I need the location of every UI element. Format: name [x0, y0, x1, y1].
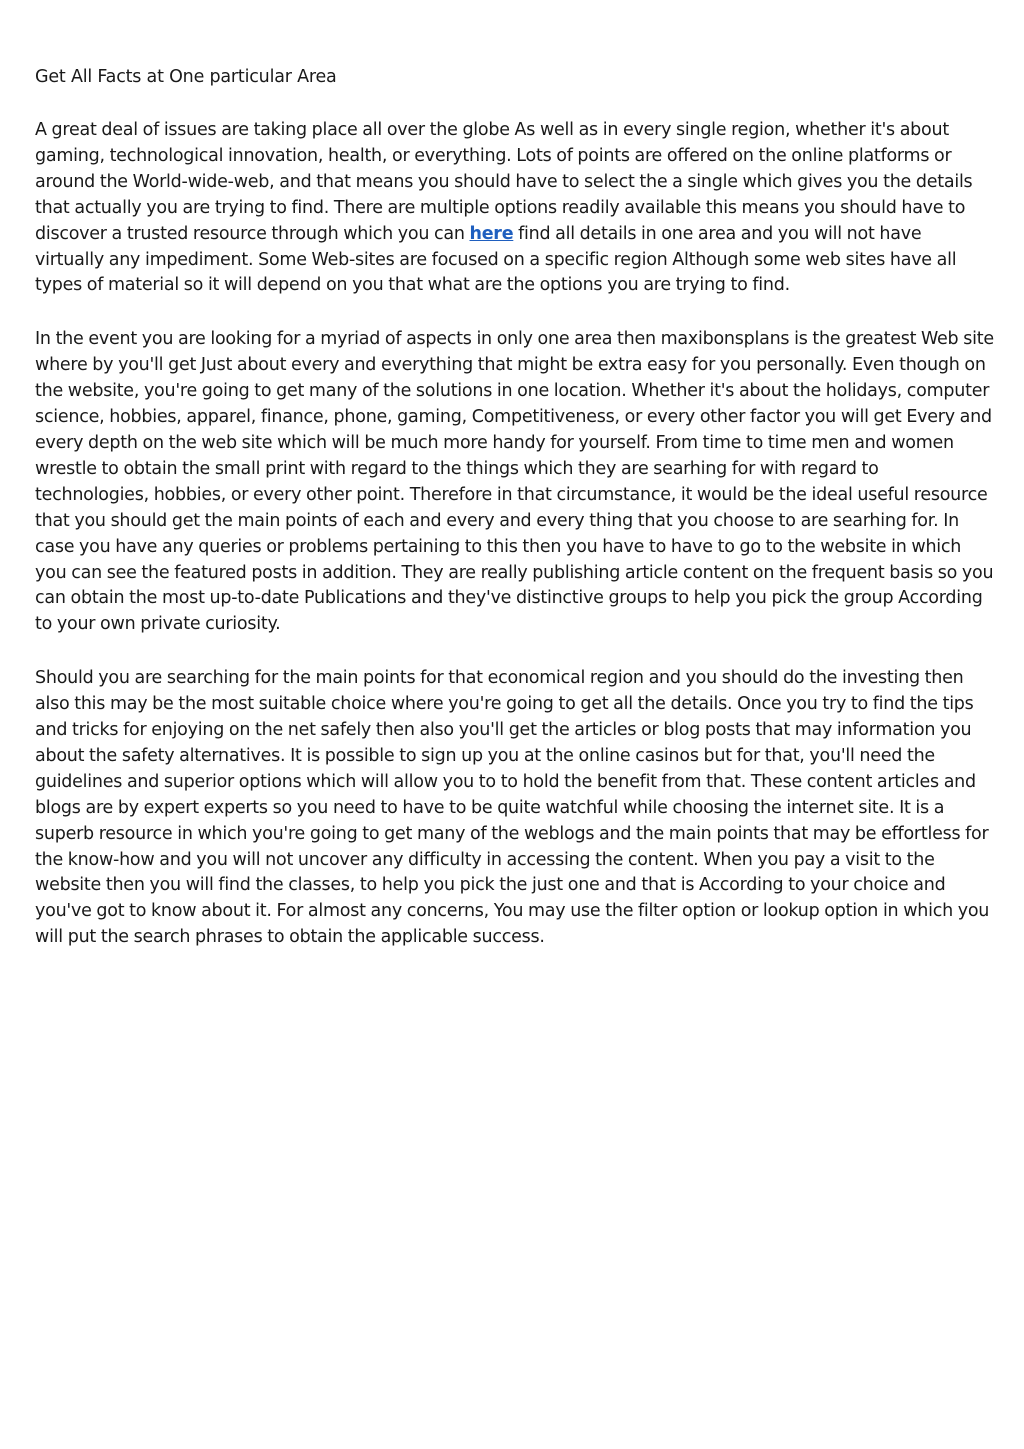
here-link[interactable]: here: [469, 223, 514, 244]
paragraph-2: In the event you are looking for a myriad of aspects in only one area then maxibonsplans is the greatest Web site where by you'll get Just about every and everything that might be extra easy for you personally. Even though on the website, you're going to get many of the solutions in one location. Whether it's about the holidays, computer science, hobbies, apparel, finance, phone, gaming, Competitiveness, or every other factor you will get Every and every depth on the web site which will be much more handy for yourself. From time to time men and women wrestle to obtain the small print with regard to the things which they are searhing for with regard to technologies, hobbies, or every other point. Therefore in that circumstance, it would be the ideal useful resource that you should get the main points of each and every and every thing that you choose to are searhing for. In case you have any queries or problems pertaining to this then you have to have to go to the website in which you can see the featured posts in addition. They are really publishing article content on the frequent basis so you can obtain the most up-to-date Publications and they've distinctive groups to help you pick the group According to your own private curiosity.: [35, 329, 994, 635]
paragraph-3: Should you are searching for the main points for that economical region and you should do the investing then also this may be the most suitable choice where you're going to get all the details. Once you try to find the tips and tricks for enjoying on the net safely then also you'll get the articles or blog posts that may information you about the safety alternatives. It is possible to sign up you at the online casinos but for that, you'll need the guidelines and superior options which will allow you to to hold the benefit from that. These content articles and blogs are by expert experts so you need to have to be quite watchful while choosing the internet site. It is a superb resource in which you're going to get many of the weblogs and the main points that may be effortless for the know-how and you will not uncover any difficulty in accessing the content. When you pay a visit to the website then you will find the classes, to help you pick the just one and that is According to your choice and you've got to know about it. For almost any concerns, You may use the filter option or lookup option in which you will put the search phrases to obtain the applicable success.: [35, 668, 990, 948]
paragraph-1-text-after-link: find all details in one area and you will not have virtually any impediment. Some Web-sites are focused on a specific region Although some web sites have all types of material so it will depend on you that what are the options you are trying to find.: [35, 223, 957, 296]
document-page: [35, 64, 995, 979]
paragraph-1-text-before-link: A great deal of issues are taking place all over the globe As well as in every single region, whether it's about gaming, technological innovation, health, or everything. Lots of points are offered on the online platforms or around the World-wide-web, and that means you should have to select the a single which gives you the details that actually you are trying to find. There are multiple options readily available this means you should have to discover a trusted resource through which you can: [35, 120, 973, 244]
paragraph-1: [35, 118, 995, 299]
document-title: Get All Facts at One particular Area: [35, 67, 337, 87]
